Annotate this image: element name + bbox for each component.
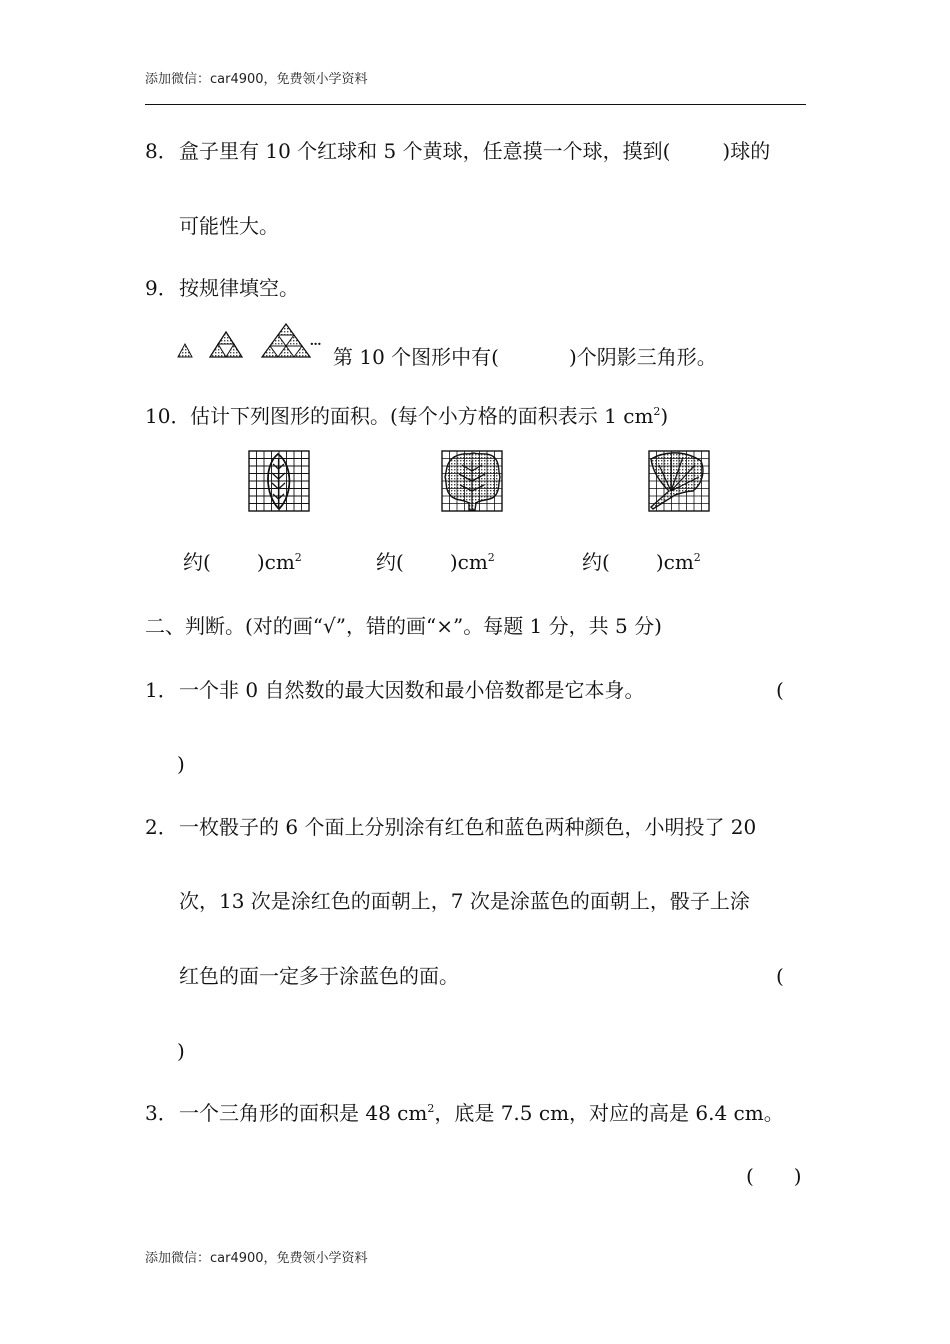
q9-text [333,345,717,369]
triangle-figure-2 [210,332,242,357]
q10-answer-1-sup: 2 [294,551,302,564]
grid-figure-leaf [249,451,309,511]
q10-title-sup: 2 [653,405,661,418]
triangle-figure-1 [178,344,192,357]
q8-line1 [179,139,770,163]
j3-text-a: 一个三角形的面积是 48 cm [179,1101,428,1125]
j2-line3: 红色的面一定多于涂蓝色的面。 [179,964,459,988]
q8-line1-a: 盒子里有 10 个红球和 5 个黄球，任意摸一个球，摸到( [179,139,671,163]
j1-text: 一个非 0 自然数的最大因数和最小倍数都是它本身。 [179,678,645,702]
q10-answer-1 [183,550,302,574]
j2-number: 2． [145,815,178,839]
q10-answer-1-a: 约( [183,550,211,574]
j2-line2: 次，13 次是涂红色的面朝上，7 次是涂蓝色的面朝上，骰子上涂 [179,889,750,913]
q8-number: 8． [145,139,178,163]
q9-title: 按规律填空。 [179,276,299,300]
q10-answer-3-b: )cm [655,550,694,574]
triangle-pattern-figures [176,322,316,366]
q9-text-b: )个阴影三角形。 [568,345,717,369]
j2-paren-close: ) [177,1039,185,1063]
q10-number: 10． [145,404,191,428]
q10-answer-1-b: )cm [256,550,295,574]
j3-sup: 2 [427,1102,435,1115]
header-rule [145,104,806,105]
section2-title: 二、判断。(对的画“√”，错的画“×”。每题 1 分，共 5 分) [145,614,662,638]
q10-title-close: ) [660,404,669,428]
q10-answer-2-b: )cm [449,550,488,574]
q9-number: 9． [145,276,178,300]
j3-text-b: ，底是 7.5 cm，对应的高是 6.4 cm。 [434,1101,784,1125]
j3-text [179,1101,784,1125]
grid-figure-tree-leaf [442,451,502,511]
q10-answer-2 [376,550,495,574]
triangle-figure-3 [262,324,310,357]
q10-title-text: 估计下列图形的面积。(每个小方格的面积表示 1 cm [190,404,654,428]
footer-text: 添加微信：car4900，免费领小学资料 [145,1251,368,1266]
q9-ellipsis: ··· [309,334,321,355]
j3-paren: ( ) [746,1164,802,1188]
grid-figure-fan-leaf [649,451,709,511]
header-text: 添加微信：car4900，免费领小学资料 [145,72,368,87]
q10-answer-3-sup: 2 [693,551,701,564]
q10-answer-3-a: 约( [582,550,610,574]
j1-number: 1． [145,678,178,702]
q10-title [190,404,668,428]
q8-line2: 可能性大。 [179,214,279,238]
j2-line1: 一枚骰子的 6 个面上分别涂有红色和蓝色两种颜色，小明投了 20 [179,815,757,839]
q10-answer-2-a: 约( [376,550,404,574]
q10-answer-3 [582,550,701,574]
q8-line1-b: )球的 [722,139,771,163]
j3-number: 3． [145,1101,178,1125]
q10-answer-2-sup: 2 [487,551,495,564]
j1-paren-open: ( [776,678,784,702]
j1-paren-close: ) [177,752,185,776]
j2-paren-open: ( [776,964,784,988]
q9-text-a: 第 10 个图形中有( [333,345,499,369]
